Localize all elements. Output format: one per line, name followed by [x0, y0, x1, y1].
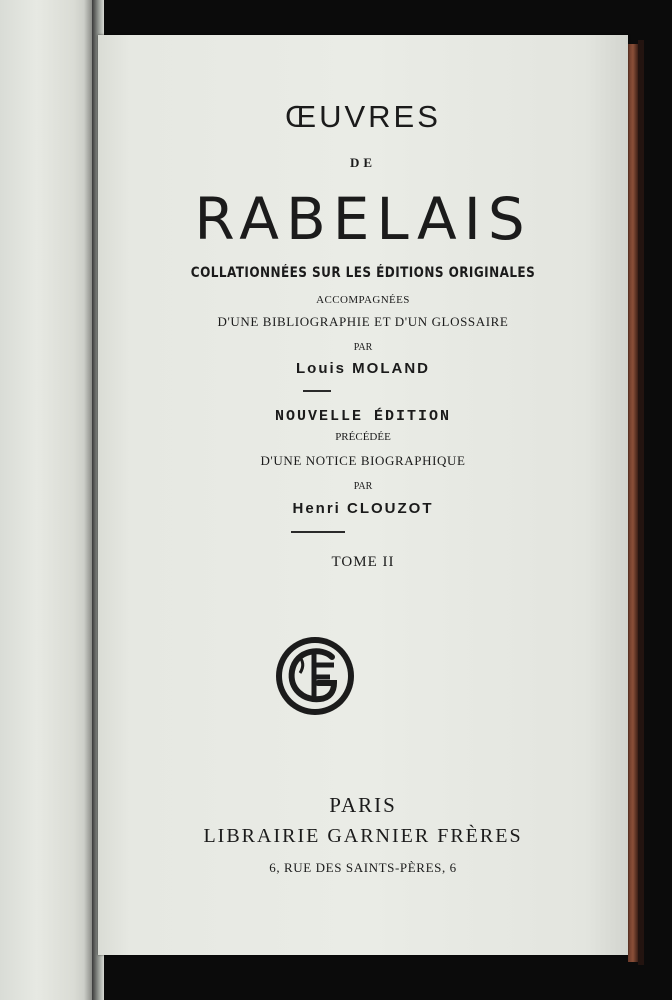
cover-spine-strip — [638, 40, 644, 965]
short-rule-1 — [303, 390, 331, 392]
work-title: ŒUVRES — [285, 99, 441, 134]
edition-line: NOUVELLE ÉDITION — [274, 408, 452, 425]
publisher-name: LIBRAIRIE GARNIER FRÈRES — [203, 825, 523, 847]
editor-name-1: Louis MOLAND — [296, 360, 430, 377]
publisher-address: 6, RUE DES SAINTS-PÈRES, 6 — [269, 860, 457, 875]
author-name: RABELAIS — [194, 185, 532, 253]
volume-number: TOME II — [331, 554, 395, 570]
by-line-1: PAR — [353, 342, 373, 353]
short-rule-2 — [291, 531, 345, 533]
publisher-monogram-logo — [274, 635, 356, 717]
by-line-2: PAR — [353, 481, 373, 492]
left-facing-page — [0, 0, 92, 1000]
bibliography-line: D'UNE BIBLIOGRAPHIE ET D'UN GLOSSAIRE — [217, 314, 509, 329]
title-connector: DE — [349, 155, 377, 170]
cover-board-edge — [628, 44, 638, 962]
accompanied-line: ACCOMPAGNÉES — [316, 294, 410, 306]
editor-name-2: Henri CLOUZOT — [292, 500, 434, 517]
preceded-line: PRÉCÉDÉE — [335, 431, 391, 443]
notice-line: D'UNE NOTICE BIOGRAPHIQUE — [260, 453, 466, 468]
imprint-city: PARIS — [329, 793, 397, 817]
collation-line: COLLATIONNÉES SUR LES ÉDITIONS ORIGINALES — [190, 265, 536, 281]
title-page — [98, 35, 628, 955]
title-page-content — [98, 35, 628, 955]
